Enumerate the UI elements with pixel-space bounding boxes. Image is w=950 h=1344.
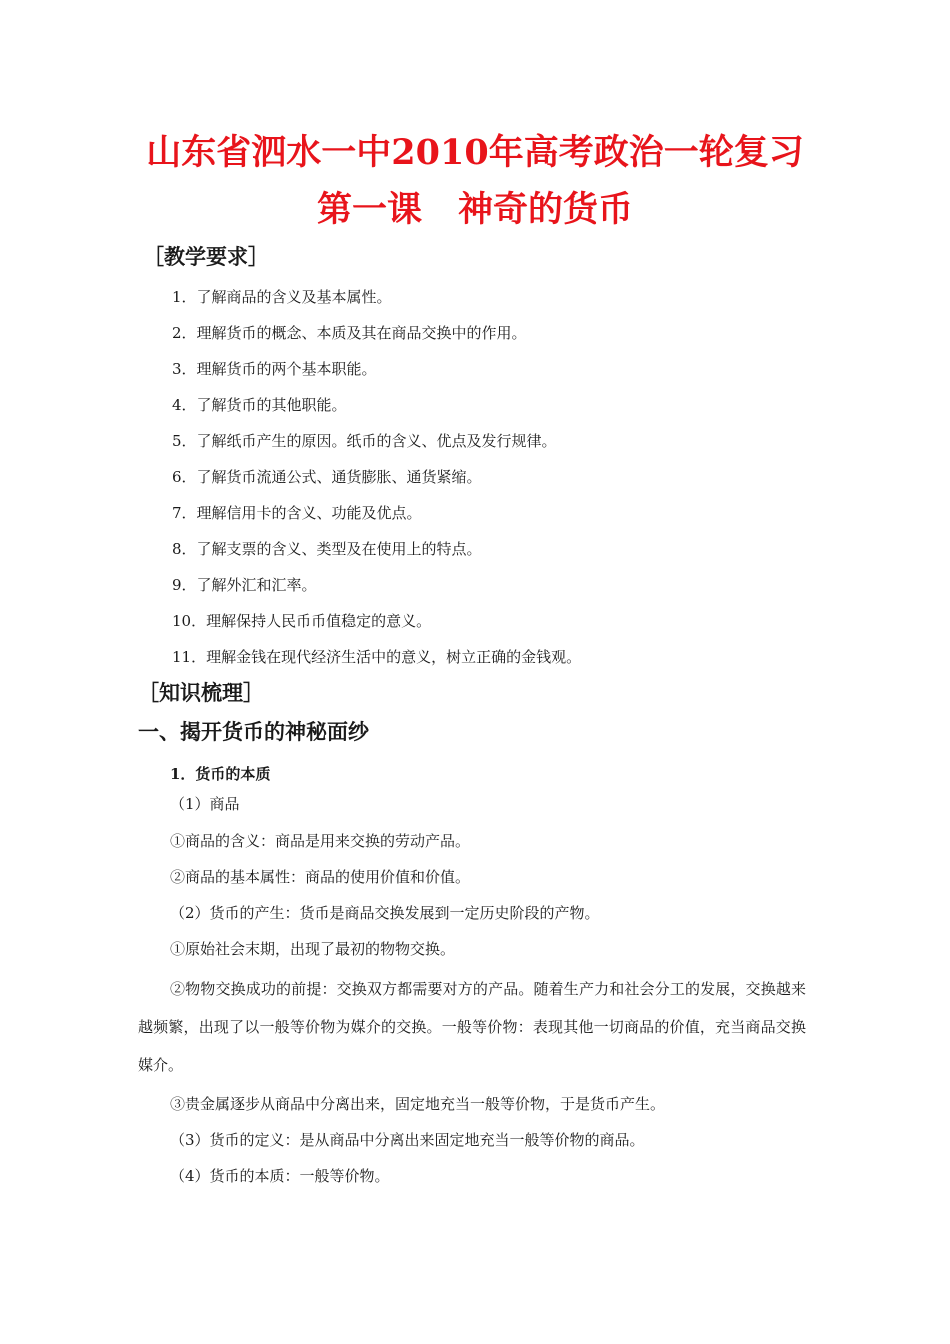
- teaching-requirements-list: [172, 283, 581, 679]
- requirement-item: 6．了解货币流通公式、通货膨胀、通货紧缩。: [172, 468, 482, 486]
- requirement-item: 2．理解货币的概念、本质及其在商品交换中的作用。: [172, 324, 527, 342]
- requirement-item: 1．了解商品的含义及基本属性。: [172, 288, 392, 306]
- body-line: ①商品的含义：商品是用来交换的劳动产品。: [170, 832, 471, 850]
- requirement-item: 5．了解纸币产生的原因。纸币的含义、优点及发行规律。: [172, 432, 557, 450]
- lesson-number: 第一课: [316, 189, 422, 230]
- body-line: ①原始社会末期，出现了最初的物物交换。: [170, 940, 456, 958]
- body-line: （1）商品: [170, 795, 240, 813]
- requirement-item: 8．了解支票的含义、类型及在使用上的特点。: [172, 540, 482, 558]
- body-line: （2）货币的产生：货币是商品交换发展到一定历史阶段的产物。: [170, 904, 600, 922]
- body-line: ②商品的基本属性：商品的使用价值和价值。: [170, 868, 471, 886]
- requirement-item: 7．理解信用卡的含义、功能及优点。: [172, 504, 422, 522]
- teaching-requirements-label: ［教学要求］: [143, 244, 269, 269]
- requirement-item: 10．理解保持人民币币值稳定的意义。: [172, 612, 432, 630]
- document-title: 山东省泗水一中2010年高考政治一轮复习: [146, 132, 804, 173]
- requirement-item: 4．了解货币的其他职能。: [172, 396, 347, 414]
- body-paragraph: ②物物交换成功的前提：交换双方都需要对方的产品。随着生产力和社会分工的发展，交换越来越频繁，出现了以一般等价物为媒介的交换。一般等价物：表现其他一切商品的价值，充当商品交换媒介。: [138, 980, 806, 1074]
- requirement-item: 11．理解金钱在现代经济生活中的意义，树立正确的金钱观。: [172, 648, 582, 666]
- knowledge-summary-label: ［知识梳理］: [138, 680, 264, 705]
- requirement-item: 3．理解货币的两个基本职能。: [172, 360, 377, 378]
- body-line: （4）货币的本质：一般等价物。: [170, 1167, 390, 1185]
- body-line: ③贵金属逐步从商品中分离出来，固定地充当一般等价物，于是货币产生。: [170, 1095, 666, 1113]
- body-line: （3）货币的定义：是从商品中分离出来固定地充当一般等价物的商品。: [170, 1131, 645, 1149]
- lesson-title: [0, 190, 950, 230]
- section-heading: 一、揭开货币的神秘面纱: [138, 719, 369, 744]
- subsection-heading: 1．货币的本质: [170, 765, 271, 783]
- requirement-item: 9．了解外汇和汇率。: [172, 576, 317, 594]
- lesson-name: 神奇的货币: [458, 189, 634, 230]
